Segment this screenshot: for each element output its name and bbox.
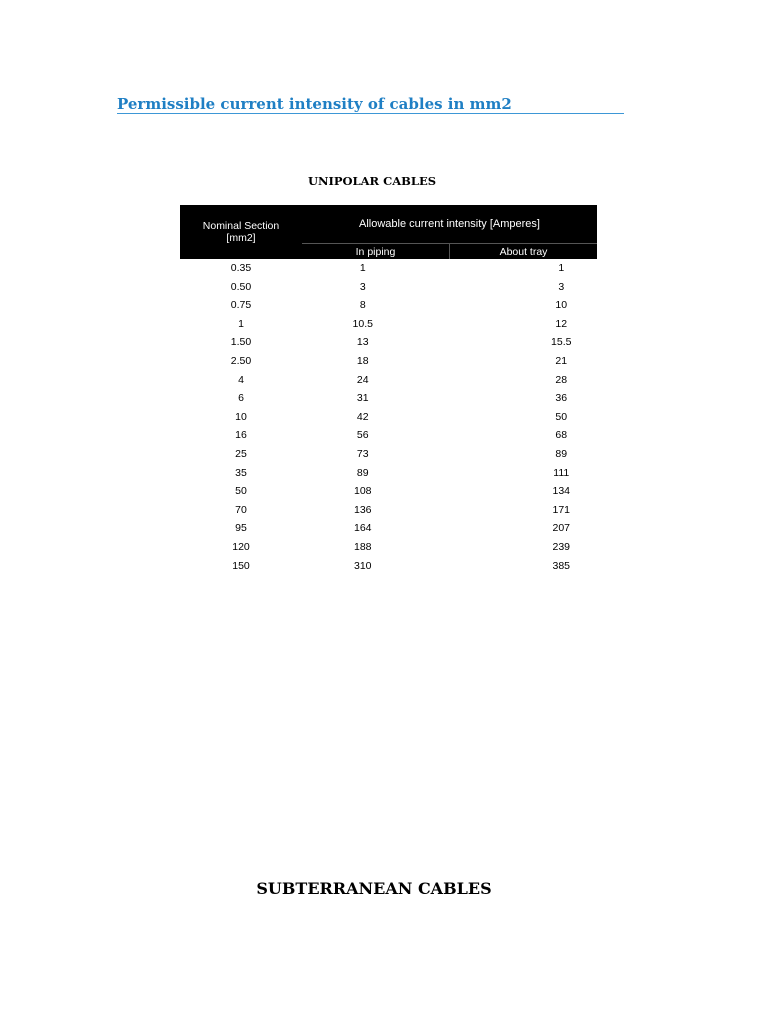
cell-in-piping: 136 [353, 503, 372, 516]
cell-in-piping: 3 [359, 280, 366, 293]
cell-about-tray: 3 [558, 280, 565, 293]
cell-about-tray: 21 [555, 354, 568, 367]
cell-about-tray: 50 [555, 410, 568, 423]
cell-about-tray: 12 [555, 317, 568, 330]
cell-in-piping: 42 [356, 410, 369, 423]
table-row [180, 557, 597, 576]
cell-about-tray: 171 [552, 503, 571, 516]
document-heading: Permissible current intensity of cables in mm2 [117, 95, 624, 114]
cell-nominal-section: 16 [235, 429, 247, 442]
cell-about-tray: 36 [555, 392, 568, 405]
table-row [180, 315, 597, 334]
cell-about-tray: 111 [553, 466, 570, 479]
table-row [180, 296, 597, 315]
cell-nominal-section: 95 [235, 522, 247, 535]
cell-in-piping: 56 [356, 429, 369, 442]
table-row [180, 259, 597, 278]
cell-about-tray: 134 [552, 485, 571, 498]
table-row [180, 482, 597, 501]
header-allowable-current: Allowable current intensity [Amperes] [302, 205, 597, 244]
table-row [180, 445, 597, 464]
cell-nominal-section: 70 [235, 503, 247, 516]
table-header [180, 205, 597, 259]
header-nominal-section-line2: [mm2] [226, 232, 256, 244]
cell-in-piping: 164 [353, 522, 372, 535]
cell-in-piping: 31 [356, 392, 369, 405]
subterranean-cables-title: SUBTERRANEAN CABLES [256, 879, 492, 898]
unipolar-cables-table [180, 205, 597, 575]
table-row [180, 352, 597, 371]
cell-nominal-section: 50 [235, 485, 247, 498]
cell-in-piping: 188 [353, 540, 372, 553]
header-nominal-section-line1: Nominal Section [202, 220, 280, 232]
header-about-tray: About tray [450, 244, 598, 260]
table-row [180, 408, 597, 427]
table-row [180, 389, 597, 408]
header-in-piping: In piping [302, 244, 450, 260]
unipolar-cables-table-container [180, 205, 597, 575]
cell-in-piping: 73 [356, 447, 369, 460]
header-nominal-section [180, 205, 302, 259]
cell-about-tray: 28 [555, 373, 568, 386]
cell-nominal-section: 1 [238, 317, 244, 330]
table-row [180, 538, 597, 557]
cell-in-piping: 24 [356, 373, 369, 386]
cell-nominal-section: 4 [238, 373, 244, 386]
cell-nominal-section: 25 [235, 447, 247, 460]
cell-in-piping: 8 [359, 299, 366, 312]
cell-nominal-section: 0.50 [230, 280, 252, 293]
cell-in-piping: 108 [353, 485, 372, 498]
table-row [180, 464, 597, 483]
cell-about-tray: 207 [552, 522, 571, 535]
cell-about-tray: 1 [558, 262, 565, 274]
cell-nominal-section: 6 [238, 392, 244, 405]
cell-in-piping: 89 [356, 466, 369, 479]
cell-in-piping: 18 [356, 354, 369, 367]
table-row [180, 519, 597, 538]
table-header-row-top [180, 205, 597, 244]
cell-about-tray: 15.5 [551, 336, 572, 349]
cell-nominal-section: 120 [232, 540, 250, 553]
table-row [180, 278, 597, 297]
table-row [180, 371, 597, 390]
unipolar-cables-title: UNIPOLAR CABLES [307, 174, 437, 188]
table-row [180, 333, 597, 352]
cell-about-tray: 385 [552, 559, 571, 572]
cell-in-piping: 10.5 [352, 317, 373, 330]
cell-in-piping: 310 [353, 559, 372, 572]
table-row [180, 501, 597, 520]
cell-in-piping: 1 [359, 262, 366, 274]
cell-nominal-section: 150 [232, 559, 250, 572]
cell-nominal-section: 10 [235, 410, 247, 423]
cell-nominal-section: 35 [235, 466, 247, 479]
cell-about-tray: 89 [555, 447, 568, 460]
cell-about-tray: 10 [555, 299, 568, 312]
cell-about-tray: 68 [555, 429, 568, 442]
cell-about-tray: 239 [552, 540, 571, 553]
cell-nominal-section: 1.50 [230, 336, 252, 349]
cell-nominal-section: 2.50 [230, 354, 252, 367]
cell-nominal-section: 0.75 [230, 299, 252, 312]
cell-nominal-section: 0.35 [230, 262, 252, 274]
table-row [180, 426, 597, 445]
cell-in-piping: 13 [356, 336, 369, 349]
table-body [180, 259, 597, 575]
